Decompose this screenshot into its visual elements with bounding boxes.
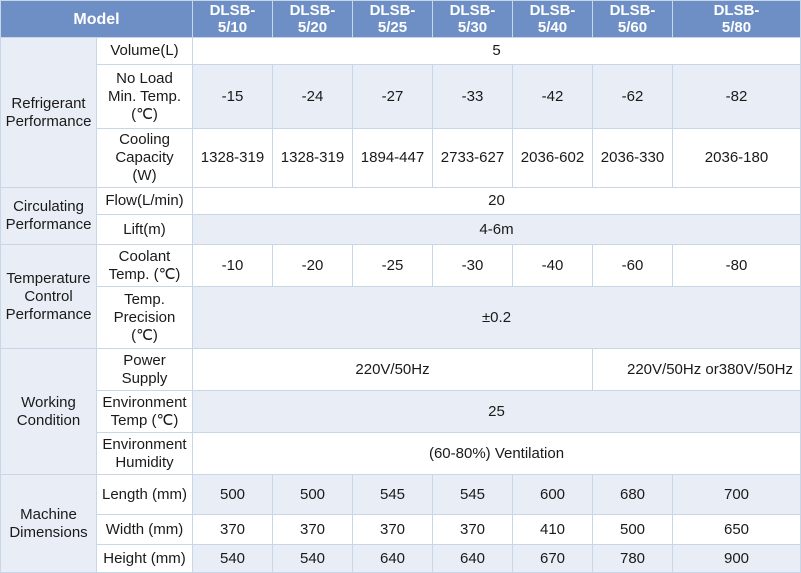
volume-row — [1, 38, 801, 65]
model-col-header: DLSB- 5/80 — [673, 1, 801, 38]
model-col-header: DLSB- 5/25 — [353, 1, 433, 38]
height-value: 640 — [353, 545, 433, 573]
cooling-capacity-label: Cooling Capacity (W) — [97, 129, 193, 188]
height-row — [1, 545, 801, 573]
precision-label: Temp. Precision (℃) — [97, 287, 193, 349]
min-temp-value: -24 — [273, 65, 353, 129]
height-label: Height (mm) — [97, 545, 193, 573]
height-value: 780 — [593, 545, 673, 573]
model-col-header: DLSB- 5/30 — [433, 1, 513, 38]
power-supply-row — [1, 349, 801, 391]
width-row — [1, 515, 801, 545]
length-value: 545 — [353, 475, 433, 515]
power-supply-value-b: 220V/50Hz or380V/50Hz — [593, 349, 801, 391]
width-value: 370 — [193, 515, 273, 545]
width-value: 650 — [673, 515, 801, 545]
length-value: 700 — [673, 475, 801, 515]
flow-label: Flow(L/min) — [97, 188, 193, 215]
min-temp-value: -42 — [513, 65, 593, 129]
env-humidity-label: Environment Humidity — [97, 433, 193, 475]
refrigerant-group-label: Refrigerant Performance — [1, 38, 97, 188]
width-value: 370 — [273, 515, 353, 545]
cooling-capacity-value: 1894-447 — [353, 129, 433, 188]
width-label: Width (mm) — [97, 515, 193, 545]
width-value: 410 — [513, 515, 593, 545]
coolant-temp-label: Coolant Temp. (℃) — [97, 245, 193, 287]
model-col-header: DLSB- 5/10 — [193, 1, 273, 38]
min-temp-label: No Load Min. Temp. (℃) — [97, 65, 193, 129]
length-label: Length (mm) — [97, 475, 193, 515]
volume-label: Volume(L) — [97, 38, 193, 65]
power-supply-label: Power Supply — [97, 349, 193, 391]
coolant-temp-row — [1, 245, 801, 287]
length-value: 600 — [513, 475, 593, 515]
header-row — [1, 1, 801, 38]
height-value: 670 — [513, 545, 593, 573]
cooling-capacity-value: 2036-180 — [673, 129, 801, 188]
min-temp-value: -15 — [193, 65, 273, 129]
env-temp-label: Environment Temp (℃) — [97, 391, 193, 433]
width-value: 370 — [353, 515, 433, 545]
min-temp-row — [1, 65, 801, 129]
coolant-temp-value: -25 — [353, 245, 433, 287]
precision-row — [1, 287, 801, 349]
cooling-capacity-value: 2036-330 — [593, 129, 673, 188]
min-temp-value: -27 — [353, 65, 433, 129]
width-value: 370 — [433, 515, 513, 545]
coolant-temp-value: -60 — [593, 245, 673, 287]
coolant-temp-value: -20 — [273, 245, 353, 287]
volume-value: 5 — [193, 38, 801, 65]
env-temp-value: 25 — [193, 391, 801, 433]
flow-value: 20 — [193, 188, 801, 215]
cooling-capacity-value: 1328-319 — [273, 129, 353, 188]
dimensions-group-label: Machine Dimensions — [1, 475, 97, 573]
coolant-temp-value: -10 — [193, 245, 273, 287]
min-temp-value: -33 — [433, 65, 513, 129]
length-row — [1, 475, 801, 515]
width-value: 500 — [593, 515, 673, 545]
height-value: 640 — [433, 545, 513, 573]
length-value: 500 — [193, 475, 273, 515]
min-temp-value: -62 — [593, 65, 673, 129]
height-value: 540 — [273, 545, 353, 573]
cooling-capacity-row — [1, 129, 801, 188]
power-supply-value-a: 220V/50Hz — [193, 349, 593, 391]
env-humidity-row — [1, 433, 801, 475]
temperature-group-label: Temperature Control Performance — [1, 245, 97, 349]
precision-value: ±0.2 — [193, 287, 801, 349]
height-value: 540 — [193, 545, 273, 573]
circulating-group-label: Circulating Performance — [1, 188, 97, 245]
cooling-capacity-value: 1328-319 — [193, 129, 273, 188]
length-value: 545 — [433, 475, 513, 515]
model-col-header: DLSB- 5/40 — [513, 1, 593, 38]
env-humidity-value: (60-80%) Ventilation — [193, 433, 801, 475]
flow-row — [1, 188, 801, 215]
model-header: Model — [1, 1, 193, 38]
lift-label: Lift(m) — [97, 215, 193, 245]
coolant-temp-value: -80 — [673, 245, 801, 287]
height-value: 900 — [673, 545, 801, 573]
lift-value: 4-6m — [193, 215, 801, 245]
env-temp-row — [1, 391, 801, 433]
lift-row — [1, 215, 801, 245]
coolant-temp-value: -30 — [433, 245, 513, 287]
cooling-capacity-value: 2733-627 — [433, 129, 513, 188]
cooling-capacity-value: 2036-602 — [513, 129, 593, 188]
length-value: 500 — [273, 475, 353, 515]
min-temp-value: -82 — [673, 65, 801, 129]
working-group-label: Working Condition — [1, 349, 97, 475]
model-col-header: DLSB- 5/20 — [273, 1, 353, 38]
coolant-temp-value: -40 — [513, 245, 593, 287]
model-col-header: DLSB- 5/60 — [593, 1, 673, 38]
length-value: 680 — [593, 475, 673, 515]
